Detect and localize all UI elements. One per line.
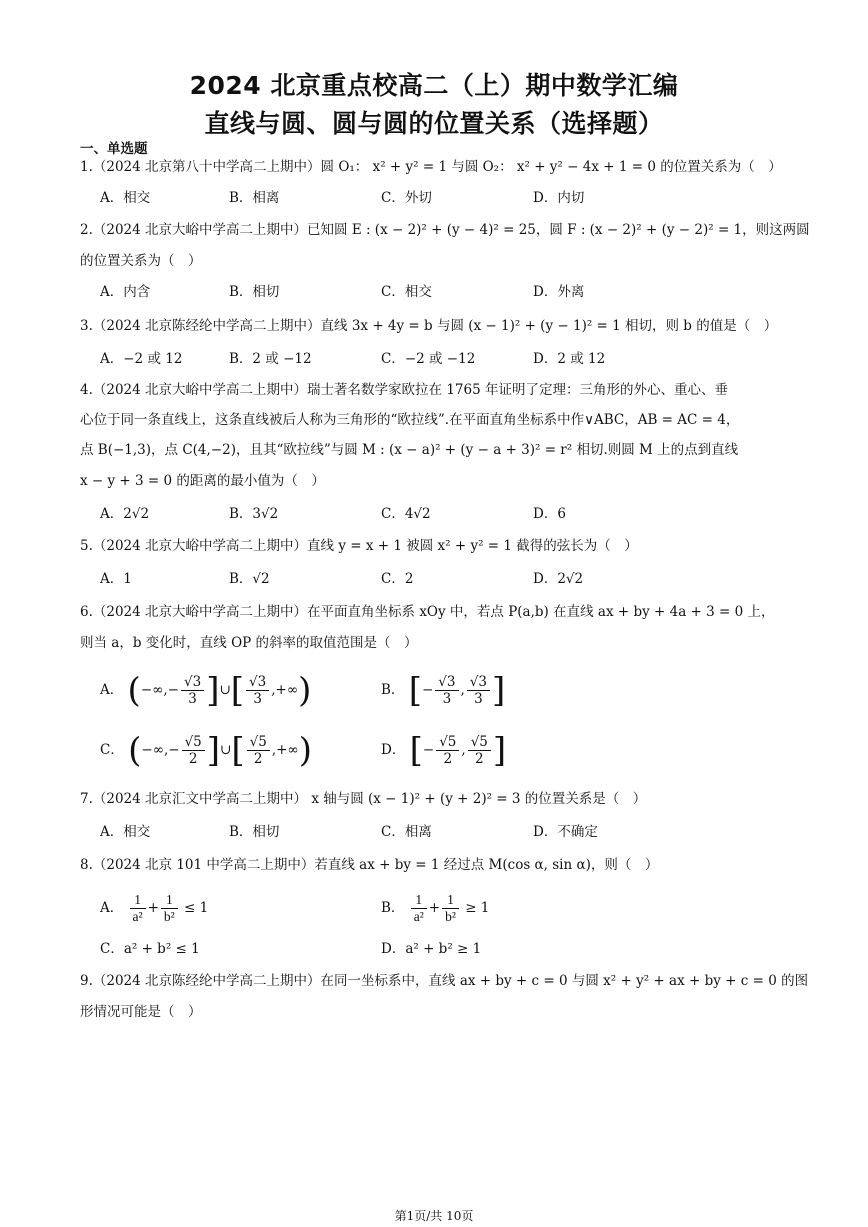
question-8-text: 8.（2024 北京 101 中学高二上期中）若直线 ax + by = 1 经过点 M(cos α, sin α)，则（ ） [80, 857, 659, 873]
question-5-option-d: D．2√2 [533, 571, 584, 587]
question-1-option-c: C．外切 [381, 190, 432, 206]
question-5-option-c: C．2 [381, 571, 414, 587]
bracket: ( [127, 670, 141, 711]
question-6-option-a: A． (−∞,− $\frac{√3}{3}$ ]∪[ $\frac{√3}{3}$ ,+∞) [100, 670, 312, 711]
question-8-option-c: C．a² + b² ≤ 1 [100, 941, 200, 957]
question-5-text: 5.（2024 北京大峪中学高二上期中）直线 y = x + 1 被圆 x² + y² = 1 截得的弦长为（ ） [80, 538, 638, 554]
fraction: $\frac{√5}{2}$ [468, 734, 491, 767]
question-3-option-c: C．−2 或 −12 [381, 351, 476, 367]
question-7-option-d: D．不确定 [533, 824, 598, 840]
question-5-option-a: A．1 [100, 571, 132, 587]
question-2-text-line-2: 的位置关系为（ ） [80, 253, 202, 269]
fraction: $\frac{√5}{2}$ [436, 734, 459, 767]
question-2-option-c: C．相交 [381, 284, 432, 300]
question-6-text-line-1: 6.（2024 北京大峪中学高二上期中）在平面直角坐标系 xOy 中，若点 P(a,b) 在直线 ax + by + 4a + 3 = 0 上， [80, 604, 775, 620]
question-7-option-c: C．相离 [381, 824, 432, 840]
question-8-option-d: D．a² + b² ≥ 1 [381, 941, 482, 957]
fraction: $\frac{√3}{3}$ [246, 674, 269, 707]
question-4-text-line-4: x − y + 3 = 0 的距离的最小值为（ ） [80, 473, 325, 489]
question-1-option-d: D．内切 [533, 190, 585, 206]
question-8-option-a: A． $\frac{1}{\text{a²}}$ + $\frac{1}{\text{b²}}$ ≤ 1 [100, 892, 209, 924]
fraction: $\frac{1}{\text{a²}}$ [411, 892, 427, 925]
question-9-text-line-2: 形情况可能是（ ） [80, 1004, 202, 1020]
question-1-text: 1.（2024 北京第八十中学高二上期中）圆 O₁： x² + y² = 1 与圆 O₂： x² + y² − 4x + 1 = 0 的位置关系为（ ） [80, 159, 782, 175]
question-8-option-b: B． $\frac{1}{\text{a²}}$ + $\frac{1}{\text{b²}}$ ≥ 1 [381, 892, 490, 924]
page-title-line-1: 2024 北京重点校高二（上）期中数学汇编 [189, 71, 679, 100]
fraction: $\frac{1}{\text{b²}}$ [442, 892, 459, 925]
section-heading: 一、单选题 [80, 141, 148, 157]
fraction: $\frac{√3}{3}$ [181, 674, 204, 707]
question-4-option-d: D．6 [533, 506, 566, 522]
question-2-text-line-1: 2.（2024 北京大峪中学高二上期中）已知圆 E : (x − 2)² + (y − 4)² = 25，圆 F : (x − 2)² + (y − 2)² = 1，则这两圆 [80, 222, 810, 238]
question-3-text: 3.（2024 北京陈经纶中学高二上期中）直线 3x + 4y = b 与圆 (x − 1)² + (y − 1)² = 1 相切，则 b 的值是（ ） [80, 318, 778, 334]
question-6-option-b: B． [− $\frac{√3}{3}$ , $\frac{√3}{3}$ ] [381, 670, 506, 711]
fraction: $\frac{1}{\text{b²}}$ [161, 892, 178, 925]
question-6-option-d: D． [− $\frac{√5}{2}$ , $\frac{√5}{2}$ ] [381, 730, 507, 771]
question-4-text-line-2: 心位于同一条直线上，这条直线被后人称为三角形的“欧拉线”.在平面直角坐标系中作∨ABC，AB = AC = 4， [80, 412, 740, 428]
question-5-option-b: B．√2 [229, 571, 270, 587]
fraction: $\frac{√5}{2}$ [247, 734, 270, 767]
question-7-option-a: A．相交 [100, 824, 151, 840]
page-title-line-2: 直线与圆、圆与圆的位置关系（选择题） [204, 109, 664, 138]
fraction: $\frac{1}{\text{a²}}$ [130, 892, 146, 925]
question-4-option-c: C．4√2 [381, 506, 431, 522]
question-6-text-line-2: 则当 a，b 变化时，直线 OP 的斜率的取值范围是（ ） [80, 635, 418, 651]
question-9-text-line-1: 9.（2024 北京陈经纶中学高二上期中）在同一坐标系中，直线 ax + by + c = 0 与圆 x² + y² + ax + by + c = 0 的图 [80, 973, 809, 989]
question-6-option-c: C． (−∞,− $\frac{√5}{2}$ ]∪[ $\frac{√5}{2}$ ,+∞) [100, 730, 312, 771]
question-7-text: 7.（2024 北京汇文中学高二上期中） x 轴与圆 (x − 1)² + (y + 2)² = 3 的位置关系是（ ） [80, 791, 647, 807]
question-2-option-b: B．相切 [229, 284, 280, 300]
question-3-option-a: A．−2 或 12 [100, 351, 183, 367]
question-4-option-b: B．3√2 [229, 506, 279, 522]
question-1-option-a: A．相交 [100, 190, 151, 206]
question-3-option-b: B．2 或 −12 [229, 351, 312, 367]
option-label: D． [381, 742, 406, 758]
option-label: C． [100, 742, 124, 758]
fraction: $\frac{√3}{3}$ [467, 674, 490, 707]
option-label: A． [100, 900, 124, 916]
question-2-option-d: D．外离 [533, 284, 585, 300]
question-2-option-a: A．内含 [100, 284, 151, 300]
option-label: A． [100, 682, 124, 698]
question-7-option-b: B．相切 [229, 824, 280, 840]
option-label: B． [381, 900, 405, 916]
question-4-text-line-3: 点 B(−1,3)，点 C(4,−2)，且其“欧拉线”与圆 M : (x − a)² + (y − a + 3)² = r² 相切.则圆 M 上的点到直线 [80, 442, 739, 458]
option-label: B． [381, 682, 405, 698]
question-4-text-line-1: 4.（2024 北京大峪中学高二上期中）瑞士著名数学家欧拉在 1765 年证明了定理：三角形的外心、重心、垂 [80, 382, 728, 398]
fraction: $\frac{√3}{3}$ [435, 674, 458, 707]
page-footer: 第1页/共 10页 [394, 1209, 474, 1223]
fraction: $\frac{√5}{2}$ [182, 734, 205, 767]
question-3-option-d: D．2 或 12 [533, 351, 606, 367]
question-4-option-a: A．2√2 [100, 506, 150, 522]
question-1-option-b: B．相离 [229, 190, 280, 206]
